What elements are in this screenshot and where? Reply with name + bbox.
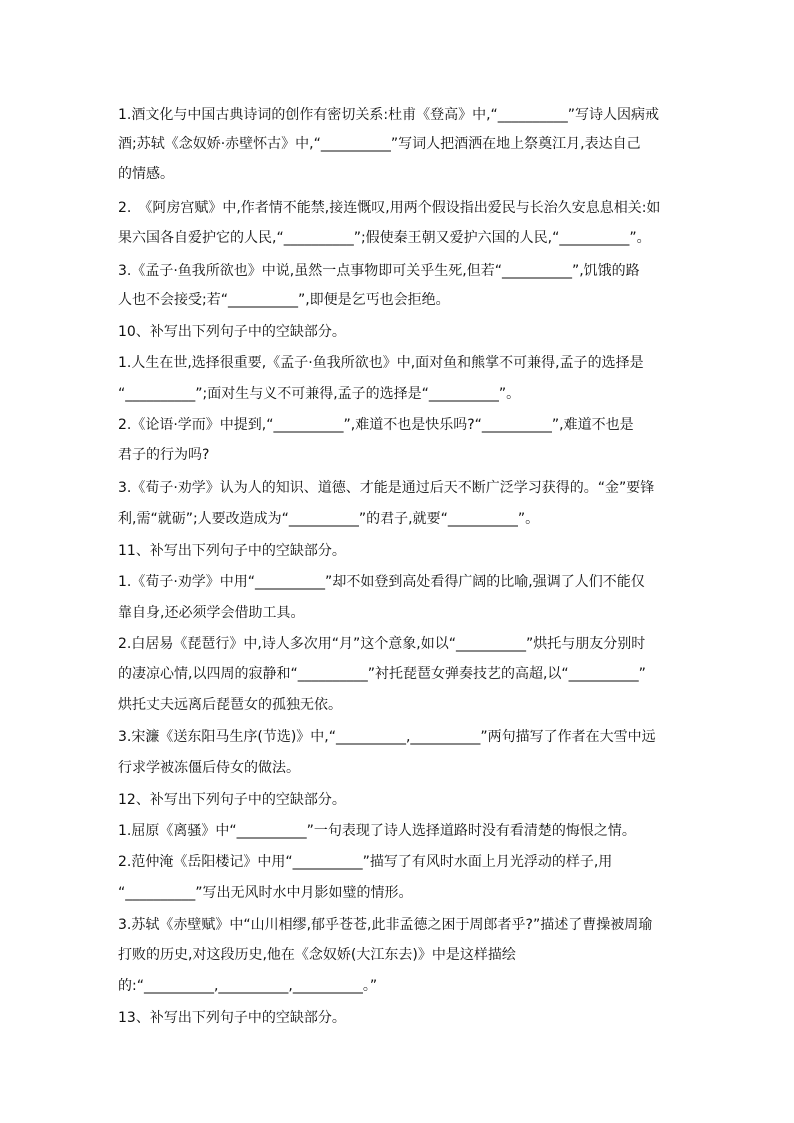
- text-line: 3.《孟子·鱼我所欲也》中说,虽然一点事物即可关乎生死,但若“__________”,饥饿的路: [118, 263, 640, 279]
- section-heading: 11、补写出下列句子中的空缺部分。: [118, 543, 346, 559]
- text-line: 2.白居易《琵琶行》中,诗人多次用“月”这个意象,如以“__________”烘托与朋友分别时: [118, 636, 646, 652]
- text-line: 果六国各自爱护它的人民,“__________”;假使秦王朝又爱护六国的人民,“__________”。: [118, 230, 651, 246]
- text-line: 君子的行为吗?: [118, 447, 210, 463]
- section-heading: 10、补写出下列句子中的空缺部分。: [118, 324, 346, 340]
- text-line: 的:“__________,__________,__________。”: [118, 978, 378, 994]
- text-line: 烘托丈夫远离后琵琶女的孤独无依。: [118, 697, 342, 713]
- section-heading: 12、补写出下列句子中的空缺部分。: [118, 792, 346, 808]
- text-line: 3.苏轼《赤壁赋》中“山川相缪,郁乎苍苍,此非孟德之困于周郎者乎?”描述了曹操被周瑜: [118, 917, 653, 933]
- text-line: “__________”;面对生与义不可兼得,孟子的选择是“__________”。: [118, 386, 521, 402]
- text-line: 3.《荀子·劝学》认为人的知识、道德、才能是通过后天不断广泛学习获得的。“金”要锋: [118, 480, 655, 496]
- text-line: 酒;苏轼《念奴娇·赤壁怀古》中,“__________”写词人把酒洒在地上祭奠江月,表达自己: [118, 136, 641, 152]
- section-heading: 13、补写出下列句子中的空缺部分。: [118, 1010, 346, 1026]
- text-line: 利,需“就砺”;人要改造成为“__________”的君子,就要“__________”。: [118, 511, 540, 527]
- text-line: 1.《荀子·劝学》中用“__________”却不如登到高处看得广阔的比喻,强调了人们不能仅: [118, 574, 645, 590]
- text-line: 2. 《阿房宫赋》中,作者情不能禁,接连慨叹,用两个假设指出爱民与长治久安息息相关:如: [118, 200, 661, 216]
- text-line: 1.人生在世,选择很重要,《孟子·鱼我所欲也》中,面对鱼和熊掌不可兼得,孟子的选择是: [118, 355, 644, 371]
- text-line: “__________”写出无风时水中月影如璧的情形。: [118, 885, 413, 901]
- text-line: 打败的历史,对这段历史,他在《念奴娇(大江东去)》中是这样描绘: [118, 947, 516, 963]
- text-line: 靠自身,还必须学会借助工具。: [118, 605, 305, 621]
- text-line: 2.《论语·学而》中提到,“__________”,难道不也是快乐吗?“__________”,难道不也是: [118, 417, 634, 433]
- text-line: 的情感。: [118, 166, 174, 182]
- text-line: 的凄凉心情,以四周的寂静和“__________”衬托琵琶女弹奏技艺的高超,以“__________”: [118, 666, 646, 682]
- text-line: 2.范仲淹《岳阳楼记》中用“__________”描写了有风时水面上月光浮动的样子,用: [118, 854, 613, 870]
- text-line: 3.宋濂《送东阳马生序(节选)》中,“__________,__________”两句描写了作者在大雪中远: [118, 729, 656, 745]
- text-line: 行求学被冻僵后侍女的做法。: [118, 760, 300, 776]
- text-line: 1.屈原《离骚》中“__________”一句表现了诗人选择道路时没有看清楚的悔恨之情。: [118, 823, 636, 839]
- text-line: 1.酒文化与中国古典诗词的创作有密切关系:杜甫《登高》中,“__________”写诗人因病戒: [118, 107, 660, 123]
- text-line: 人也不会接受;若“__________”,即便是乞丐也会拒绝。: [118, 292, 450, 308]
